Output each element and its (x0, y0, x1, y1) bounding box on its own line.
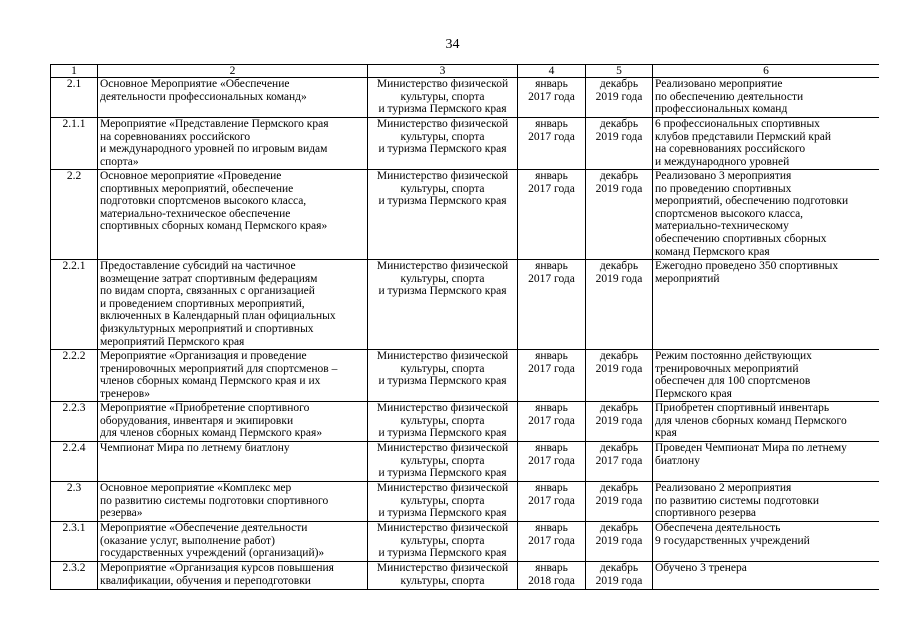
row-result: Реализовано мероприятие по обеспечению деятельности профессиональных команд (653, 78, 880, 118)
row-start-date: январь 2017 года (518, 350, 586, 402)
events-table (50, 64, 879, 590)
header-col-3: 3 (368, 65, 518, 78)
row-description: Мероприятие «Обеспечение деятельности (оказание услуг, выполнение работ) государственных учреждений (организаций)» (98, 522, 368, 562)
row-description: Мероприятие «Организация и проведение тренировочных мероприятий для спортсменов – членов сборных команд Пермского края и их тренеров» (98, 350, 368, 402)
table-row (51, 260, 880, 350)
row-end-date: декабрь 2019 года (586, 562, 653, 590)
row-description: Предоставление субсидий на частичное возмещение затрат спортивным федерациям по видам спорта, связанных с организацией и проведением спортивных мероприятий, включенных в Календарный план официальных физкультурных мероприятий и спортивных мероприятий Пермского края (98, 260, 368, 350)
row-number: 2.2.1 (51, 260, 98, 350)
row-description: Основное мероприятие «Комплекс мер по развитию системы подготовки спортивного резерва» (98, 482, 368, 522)
row-start-date: январь 2017 года (518, 522, 586, 562)
table-row (51, 78, 880, 118)
row-end-date: декабрь 2019 года (586, 260, 653, 350)
header-col-2: 2 (98, 65, 368, 78)
row-organization: Министерство физической культуры, спорта и туризма Пермского края (368, 350, 518, 402)
row-start-date: январь 2017 года (518, 170, 586, 260)
row-result: Реализовано 3 мероприятия по проведению спортивных мероприятий, обеспечению подготовки спортсменов высокого класса, материально-техническому обеспечению спортивных сборных команд Пермского края (653, 170, 880, 260)
table-row (51, 170, 880, 260)
row-end-date: декабрь 2017 года (586, 442, 653, 482)
row-description: Мероприятие «Организация курсов повышения квалификации, обучения и переподготовки (98, 562, 368, 590)
row-organization: Министерство физической культуры, спорта и туризма Пермского края (368, 118, 518, 170)
table-row (51, 350, 880, 402)
row-description: Чемпионат Мира по летнему биатлону (98, 442, 368, 482)
table-row (51, 522, 880, 562)
row-organization: Министерство физической культуры, спорта и туризма Пермского края (368, 260, 518, 350)
header-col-4: 4 (518, 65, 586, 78)
row-result: Режим постоянно действующих тренировочных мероприятий обеспечен для 100 спортсменов Пермского края (653, 350, 880, 402)
row-number: 2.3.2 (51, 562, 98, 590)
row-start-date: январь 2017 года (518, 482, 586, 522)
row-start-date: январь 2017 года (518, 442, 586, 482)
table-row (51, 402, 880, 442)
row-start-date: январь 2017 года (518, 118, 586, 170)
header-col-5: 5 (586, 65, 653, 78)
row-start-date: январь 2017 года (518, 402, 586, 442)
row-end-date: декабрь 2019 года (586, 118, 653, 170)
row-end-date: декабрь 2019 года (586, 170, 653, 260)
row-end-date: декабрь 2019 года (586, 402, 653, 442)
row-number: 2.3 (51, 482, 98, 522)
row-result: 6 профессиональных спортивных клубов представили Пермский край на соревнованиях российского и международного уровней (653, 118, 880, 170)
header-col-1: 1 (51, 65, 98, 78)
row-organization: Министерство физической культуры, спорта и туризма Пермского края (368, 482, 518, 522)
row-result: Обеспечена деятельность 9 государственных учреждений (653, 522, 880, 562)
row-description: Основное Мероприятие «Обеспечение деятельности профессиональных команд» (98, 78, 368, 118)
row-description: Мероприятие «Приобретение спортивного оборудования, инвентаря и экипировки для членов сборных команд Пермского края» (98, 402, 368, 442)
page-number: 34 (445, 37, 460, 52)
row-start-date: январь 2017 года (518, 78, 586, 118)
row-start-date: январь 2017 года (518, 260, 586, 350)
row-organization: Министерство физической культуры, спорта и туризма Пермского края (368, 522, 518, 562)
table-row (51, 442, 880, 482)
row-description: Мероприятие «Представление Пермского края на соревнованиях российского и международного уровней по игровым видам спорта» (98, 118, 368, 170)
table-body (51, 78, 880, 590)
table-row (51, 482, 880, 522)
row-number: 2.1 (51, 78, 98, 118)
row-start-date: январь 2018 года (518, 562, 586, 590)
row-end-date: декабрь 2019 года (586, 78, 653, 118)
row-result: Приобретен спортивный инвентарь для членов сборных команд Пермского края (653, 402, 880, 442)
table-row (51, 562, 880, 590)
row-end-date: декабрь 2019 года (586, 482, 653, 522)
row-number: 2.2.3 (51, 402, 98, 442)
table-header (51, 65, 880, 78)
row-description: Основное мероприятие «Проведение спортивных мероприятий, обеспечение подготовки спортсменов высокого класса, материально-техническое обеспечение спортивных сборных команд Пермского края» (98, 170, 368, 260)
row-result: Реализовано 2 мероприятия по развитию системы подготовки спортивного резерва (653, 482, 880, 522)
row-end-date: декабрь 2019 года (586, 350, 653, 402)
header-col-6: 6 (653, 65, 880, 78)
row-organization: Министерство физической культуры, спорта и туризма Пермского края (368, 78, 518, 118)
row-number: 2.2 (51, 170, 98, 260)
row-result: Обучено 3 тренера (653, 562, 880, 590)
row-organization: Министерство физической культуры, спорта (368, 562, 518, 590)
table-container (50, 64, 879, 640)
row-organization: Министерство физической культуры, спорта и туризма Пермского края (368, 442, 518, 482)
row-organization: Министерство физической культуры, спорта и туризма Пермского края (368, 402, 518, 442)
row-result: Проведен Чемпионат Мира по летнему биатлону (653, 442, 880, 482)
row-number: 2.2.2 (51, 350, 98, 402)
table-row (51, 118, 880, 170)
row-number: 2.2.4 (51, 442, 98, 482)
row-number: 2.1.1 (51, 118, 98, 170)
header-row (51, 65, 880, 78)
row-result: Ежегодно проведено 350 спортивных мероприятий (653, 260, 880, 350)
row-end-date: декабрь 2019 года (586, 522, 653, 562)
row-organization: Министерство физической культуры, спорта и туризма Пермского края (368, 170, 518, 260)
row-number: 2.3.1 (51, 522, 98, 562)
